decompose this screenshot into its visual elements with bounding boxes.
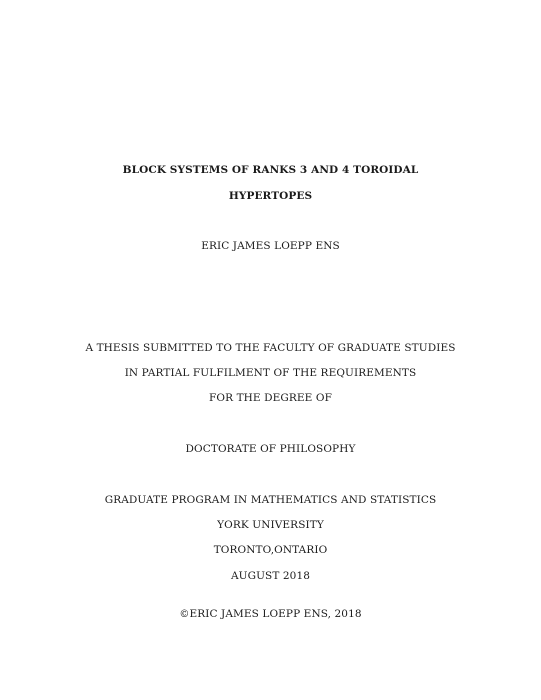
copyright-text: ERIC JAMES LOEPP ENS, 2018 (189, 608, 362, 620)
thesis-title-line-2: HYPERTOPES (228, 190, 313, 202)
degree-name: DOCTORATE OF PHILOSOPHY (185, 443, 356, 455)
copyright-notice (0, 608, 541, 620)
graduate-program: GRADUATE PROGRAM IN MATHEMATICS AND STATISTICS (104, 494, 437, 506)
copyright-symbol: © (179, 609, 190, 620)
thesis-title-line-1: BLOCK SYSTEMS OF RANKS 3 AND 4 TOROIDAL (122, 164, 419, 176)
submission-statement-line-2: IN PARTIAL FULFILMENT OF THE REQUIREMENTS (124, 367, 417, 379)
location: TORONTO,ONTARIO (213, 544, 328, 556)
university-name: YORK UNIVERSITY (217, 519, 324, 531)
submission-date: AUGUST 2018 (230, 570, 311, 582)
author-name: ERIC JAMES LOEPP ENS (201, 240, 340, 252)
submission-statement-line-1: A THESIS SUBMITTED TO THE FACULTY OF GRADUATE STUDIES (85, 342, 456, 354)
submission-statement-line-3: FOR THE DEGREE OF (209, 392, 332, 404)
